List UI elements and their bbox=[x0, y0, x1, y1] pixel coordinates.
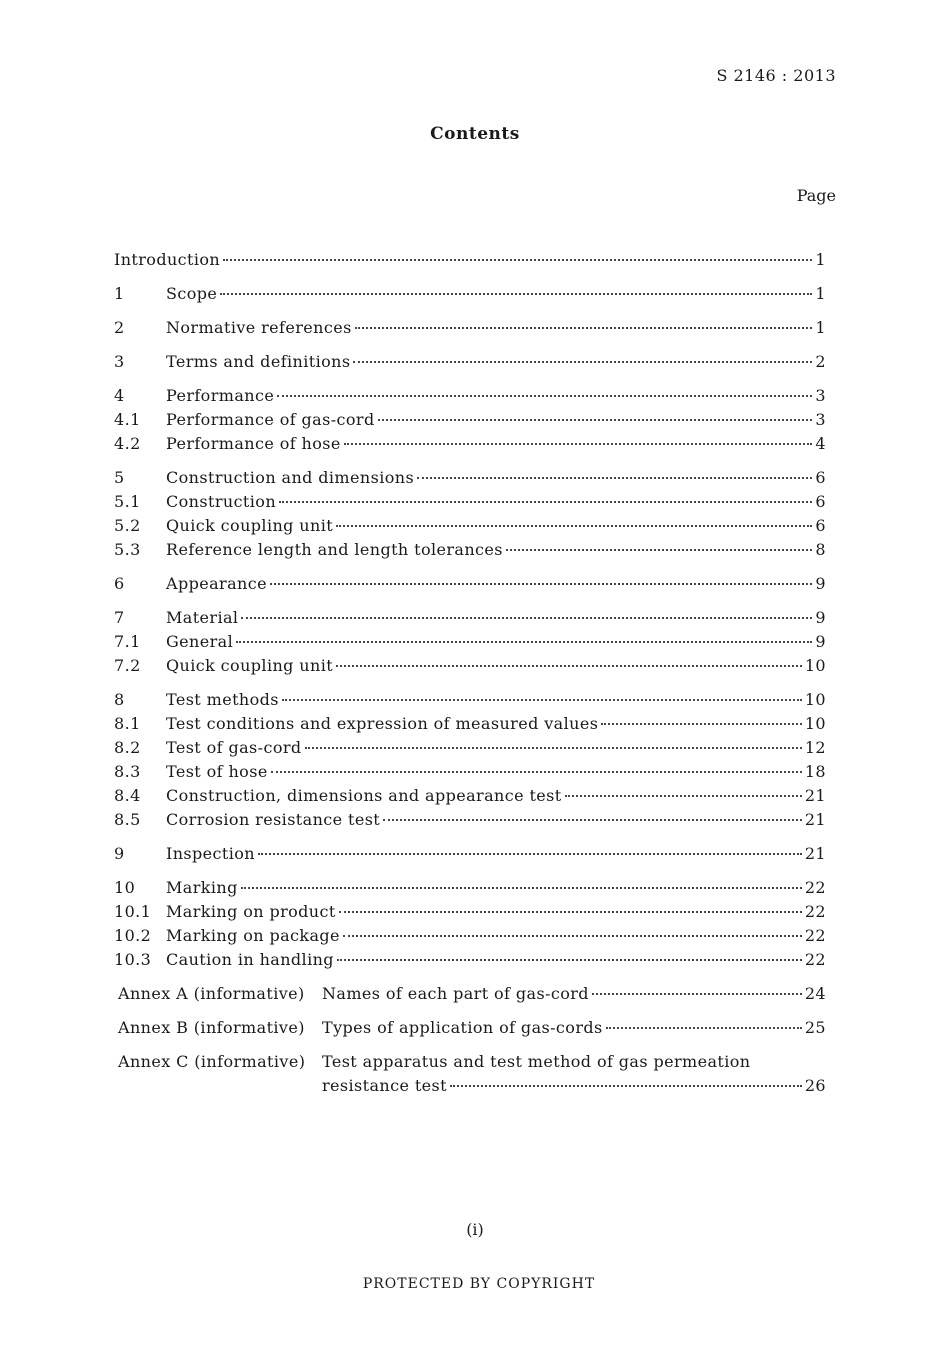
toc-entry-number: 8.3 bbox=[114, 762, 141, 781]
dot-leader bbox=[220, 293, 812, 295]
toc-entry-number: 10.2 bbox=[114, 926, 152, 945]
toc-entry-text: Test methods bbox=[166, 690, 279, 709]
dot-leader bbox=[241, 887, 802, 889]
toc-entry-page: 3 bbox=[815, 410, 826, 429]
toc-entry-text: Test conditions and expression of measured values bbox=[166, 714, 599, 733]
dot-leader bbox=[337, 959, 802, 961]
page-number: (i) bbox=[466, 1220, 484, 1239]
toc-entry-text: Caution in handling bbox=[166, 950, 334, 969]
toc-entry[interactable] bbox=[114, 282, 826, 306]
toc-entry[interactable] bbox=[114, 384, 826, 408]
toc-entry-text: Construction bbox=[166, 492, 277, 511]
toc-entry-introduction[interactable] bbox=[114, 248, 826, 272]
toc-entry-page: 2 bbox=[815, 352, 826, 371]
toc-entry[interactable] bbox=[114, 654, 826, 678]
toc-entry-number: 8 bbox=[114, 690, 125, 709]
toc-entry[interactable] bbox=[114, 688, 826, 712]
toc-entry-number: 2 bbox=[114, 318, 125, 337]
toc-entry-text: Performance bbox=[166, 386, 275, 405]
toc-entry-number: 8.1 bbox=[114, 714, 141, 733]
toc-entry-text: Quick coupling unit bbox=[166, 516, 334, 535]
page-title: Contents bbox=[430, 124, 520, 144]
toc-entry-text: Construction and dimensions bbox=[166, 468, 415, 487]
dot-leader bbox=[305, 747, 802, 749]
toc-entry-text: Construction, dimensions and appearance test bbox=[166, 786, 562, 805]
dot-leader bbox=[506, 549, 813, 551]
dot-leader bbox=[336, 525, 812, 527]
toc-entry-number: 10 bbox=[114, 878, 136, 897]
dot-leader bbox=[339, 911, 802, 913]
toc-entry-text: Inspection bbox=[166, 844, 255, 863]
toc-entry-page: 21 bbox=[804, 844, 826, 863]
toc-entry-page: 26 bbox=[804, 1076, 826, 1095]
toc-entry-text: Material bbox=[166, 608, 239, 627]
annex-label: Annex B (informative) bbox=[118, 1018, 305, 1037]
annex-title: Names of each part of gas-cord bbox=[322, 984, 589, 1003]
toc-entry-page: 21 bbox=[804, 810, 826, 829]
toc-entry-number: 8.4 bbox=[114, 786, 141, 805]
toc-entry[interactable] bbox=[114, 630, 826, 654]
dot-leader bbox=[344, 443, 813, 445]
toc-entry-page: 1 bbox=[815, 250, 826, 269]
annex-title-line-1: Test apparatus and test method of gas permeation bbox=[322, 1052, 751, 1071]
toc-entry[interactable] bbox=[114, 760, 826, 784]
toc-entry-text: Terms and definitions bbox=[166, 352, 351, 371]
toc-entry[interactable] bbox=[114, 572, 826, 596]
annex-label: Annex C (informative) bbox=[118, 1052, 306, 1071]
dot-leader bbox=[353, 361, 812, 363]
toc-entry[interactable] bbox=[114, 948, 826, 972]
dot-leader bbox=[241, 617, 812, 619]
dot-leader bbox=[383, 819, 802, 821]
toc-entry-text: Marking on product bbox=[166, 902, 336, 921]
toc-entry[interactable] bbox=[114, 900, 826, 924]
table-of-contents bbox=[114, 248, 826, 1098]
toc-entry[interactable] bbox=[114, 736, 826, 760]
toc-entry-text: Performance of hose bbox=[166, 434, 341, 453]
toc-entry-page: 24 bbox=[804, 984, 826, 1003]
toc-entry-number: 6 bbox=[114, 574, 125, 593]
dot-leader bbox=[592, 993, 802, 995]
toc-entry-page: 9 bbox=[815, 632, 826, 651]
dot-leader bbox=[417, 477, 812, 479]
toc-entry[interactable] bbox=[114, 784, 826, 808]
toc-entry-number: 4 bbox=[114, 386, 125, 405]
annex-title-block bbox=[322, 1050, 826, 1098]
dot-leader bbox=[606, 1027, 802, 1029]
toc-entry[interactable] bbox=[114, 466, 826, 490]
toc-entry-page: 6 bbox=[815, 468, 826, 487]
toc-annex-a[interactable] bbox=[114, 982, 826, 1006]
toc-entry-number: 8.5 bbox=[114, 810, 141, 829]
toc-entry-number: 10.1 bbox=[114, 902, 152, 921]
dot-leader bbox=[450, 1085, 802, 1087]
page-column-label: Page bbox=[796, 186, 836, 205]
dot-leader bbox=[279, 501, 812, 503]
toc-entry[interactable] bbox=[114, 316, 826, 340]
toc-entry[interactable] bbox=[114, 408, 826, 432]
annex-title-line-2: resistance test bbox=[322, 1076, 447, 1095]
toc-entry-text: Marking on package bbox=[166, 926, 340, 945]
toc-entry-number: 3 bbox=[114, 352, 125, 371]
dot-leader bbox=[277, 395, 812, 397]
toc-entry-page: 3 bbox=[815, 386, 826, 405]
toc-entry-page: 18 bbox=[804, 762, 826, 781]
toc-entry[interactable] bbox=[114, 538, 826, 562]
toc-entry-page: 1 bbox=[815, 318, 826, 337]
toc-entry[interactable] bbox=[114, 924, 826, 948]
toc-entry-page: 21 bbox=[804, 786, 826, 805]
toc-entry-page: 22 bbox=[804, 926, 826, 945]
toc-entry-page: 22 bbox=[804, 950, 826, 969]
toc-entry-text: Scope bbox=[166, 284, 218, 303]
toc-entry-page: 22 bbox=[804, 902, 826, 921]
toc-entry-number: 5 bbox=[114, 468, 125, 487]
dot-leader bbox=[355, 327, 813, 329]
toc-entry[interactable] bbox=[114, 712, 826, 736]
toc-entry-text: Appearance bbox=[166, 574, 267, 593]
toc-entry-number: 9 bbox=[114, 844, 125, 863]
toc-entry-page: 10 bbox=[804, 690, 826, 709]
toc-entry[interactable] bbox=[114, 606, 826, 630]
dot-leader bbox=[270, 583, 812, 585]
toc-entry-number: 5.1 bbox=[114, 492, 141, 511]
toc-entry-text: Test of hose bbox=[166, 762, 268, 781]
dot-leader bbox=[236, 641, 812, 643]
toc-entry[interactable] bbox=[114, 876, 826, 900]
toc-entry-page: 9 bbox=[815, 574, 826, 593]
toc-entry-page: 10 bbox=[804, 656, 826, 675]
toc-entry-page: 6 bbox=[815, 492, 826, 511]
toc-entry-number: 4.1 bbox=[114, 410, 141, 429]
dot-leader bbox=[601, 723, 802, 725]
copyright-notice: PROTECTED BY COPYRIGHT bbox=[362, 1276, 596, 1292]
toc-entry-number: 7.2 bbox=[114, 656, 141, 675]
toc-entry-text: Normative references bbox=[166, 318, 352, 337]
toc-entry[interactable] bbox=[114, 808, 826, 832]
dot-leader bbox=[336, 665, 802, 667]
toc-entry[interactable] bbox=[114, 490, 826, 514]
toc-entry-number: 1 bbox=[114, 284, 125, 303]
toc-entry-page: 9 bbox=[815, 608, 826, 627]
annex-title-line-2-row bbox=[322, 1074, 826, 1098]
toc-entry-page: 6 bbox=[815, 516, 826, 535]
standard-number: S 2146 : 2013 bbox=[716, 66, 836, 85]
toc-entry-page: 8 bbox=[815, 540, 826, 559]
toc-entry-text: Corrosion resistance test bbox=[166, 810, 381, 829]
toc-entry-page: 1 bbox=[815, 284, 826, 303]
toc-entry-page: 4 bbox=[815, 434, 826, 453]
toc-entry[interactable] bbox=[114, 514, 826, 538]
toc-entry-number: 7.1 bbox=[114, 632, 141, 651]
dot-leader bbox=[223, 259, 812, 261]
annex-label: Annex A (informative) bbox=[118, 984, 305, 1003]
toc-entry-page: 25 bbox=[804, 1018, 826, 1037]
toc-entry-text: Performance of gas-cord bbox=[166, 410, 375, 429]
toc-entry-number: 10.3 bbox=[114, 950, 152, 969]
toc-entry-number: 5.3 bbox=[114, 540, 141, 559]
toc-entry-number: 5.2 bbox=[114, 516, 141, 535]
dot-leader bbox=[343, 935, 802, 937]
toc-entry-number: 7 bbox=[114, 608, 125, 627]
toc-entry-text: Introduction bbox=[114, 250, 221, 269]
dot-leader bbox=[378, 419, 813, 421]
toc-entry-text: Test of gas-cord bbox=[166, 738, 302, 757]
toc-entry-text: Marking bbox=[166, 878, 238, 897]
annex-title: Types of application of gas-cords bbox=[322, 1018, 603, 1037]
toc-entry-page: 10 bbox=[804, 714, 826, 733]
toc-entry[interactable] bbox=[114, 432, 826, 456]
toc-entry[interactable] bbox=[114, 350, 826, 374]
toc-entry-text: Quick coupling unit bbox=[166, 656, 334, 675]
toc-entry-number: 4.2 bbox=[114, 434, 141, 453]
toc-annex-c[interactable] bbox=[114, 1050, 826, 1098]
toc-entry-page: 22 bbox=[804, 878, 826, 897]
dot-leader bbox=[258, 853, 802, 855]
toc-entry-number: 8.2 bbox=[114, 738, 141, 757]
toc-entry[interactable] bbox=[114, 842, 826, 866]
dot-leader bbox=[271, 771, 802, 773]
toc-entry-text: General bbox=[166, 632, 234, 651]
toc-annex-b[interactable] bbox=[114, 1016, 826, 1040]
toc-entry-text: Reference length and length tolerances bbox=[166, 540, 503, 559]
dot-leader bbox=[282, 699, 802, 701]
toc-entry-page: 12 bbox=[804, 738, 826, 757]
dot-leader bbox=[565, 795, 802, 797]
